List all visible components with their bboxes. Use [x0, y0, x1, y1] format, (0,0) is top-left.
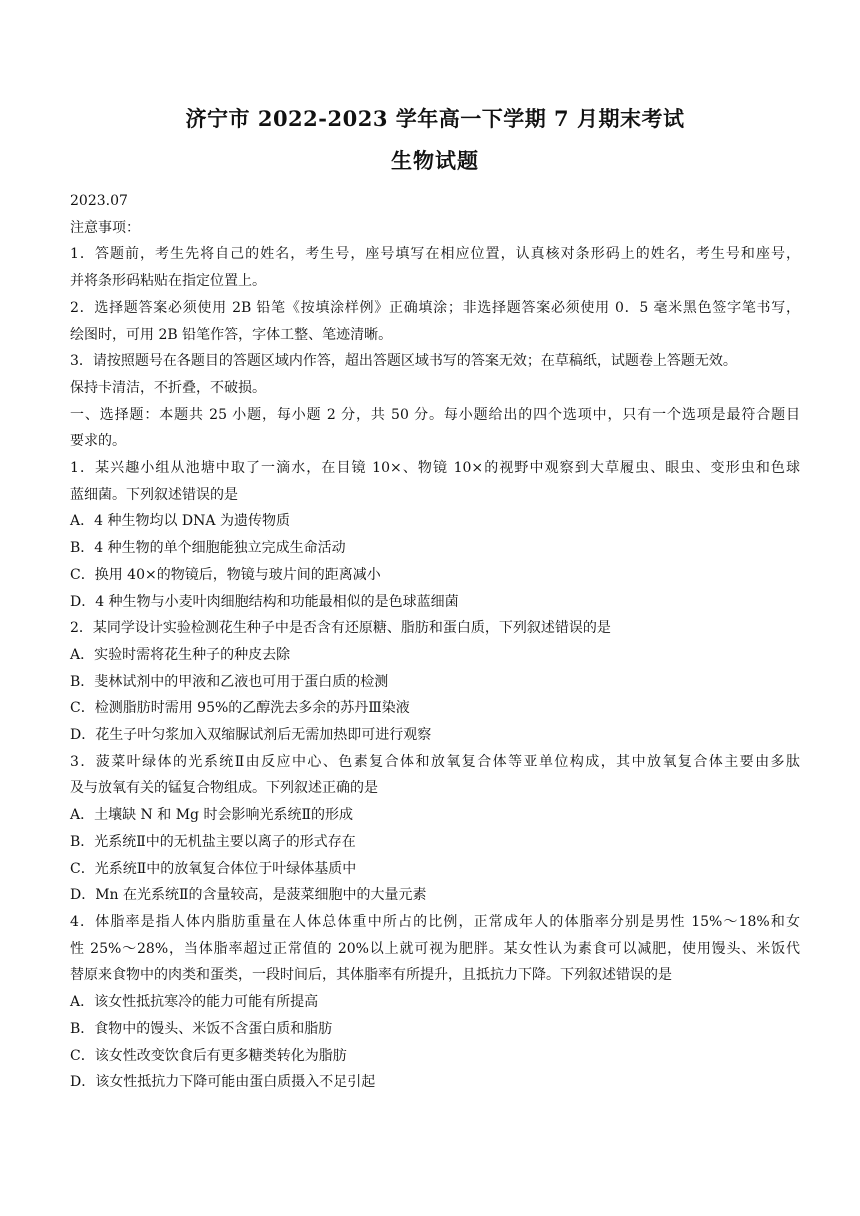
question-3-option-d: D．Mn 在光系统Ⅱ的含量较高，是菠菜细胞中的大量元素 [70, 887, 427, 904]
question-2-option-d: D．花生子叶匀浆加入双缩脲试剂后无需加热即可进行观察 [70, 727, 432, 744]
question-4-option-b: B．食物中的馒头、米饭不含蛋白质和脂肪 [70, 1020, 333, 1037]
question-3-stem-line-2: 及与放氧有关的锰复合物组成。下列叙述正确的是 [70, 780, 378, 797]
page-title: 济宁市 2022-2023 学年高一下学期 7 月期末考试 [185, 106, 685, 131]
question-1-option-c: C．换用 40×的物镜后，物镜与玻片间的距离减小 [70, 566, 381, 583]
question-1-stem-line-2: 蓝细菌。下列叙述错误的是 [70, 486, 238, 503]
question-4-stem-line-2: 性 25%～28%，当体脂率超过正常值的 20%以上就可视为肥胖。某女性认为素食可以减肥，使用馒头、米饭代 [70, 940, 800, 957]
exam-date: 2023.07 [70, 193, 128, 209]
question-4-option-d: D．该女性抵抗力下降可能由蛋白质摄入不足引起 [70, 1074, 376, 1091]
question-2-option-c: C．检测脂肪时需用 95%的乙醇洗去多余的苏丹Ⅲ染液 [70, 700, 410, 717]
notice-item-1-line-1: 1．答题前，考生先将自己的姓名，考生号，座号填写在相应位置，认真核对条形码上的姓名，考生号和座号， [70, 246, 800, 263]
notice-item-2-line-2: 绘图时，可用 2B 铅笔作答，字体工整、笔迹清晰。 [70, 326, 393, 343]
notice-item-3-line-2: 保持卡清洁，不折叠，不破损。 [70, 379, 266, 396]
question-2-option-a: A．实验时需将花生种子的种皮去除 [70, 646, 291, 663]
question-1-stem-line-1: 1．某兴趣小组从池塘中取了一滴水，在目镜 10×、物镜 10×的视野中观察到大草履虫、眼虫、变形虫和色球 [70, 460, 800, 477]
question-4-option-c: C．该女性改变饮食后有更多糖类转化为脂肪 [70, 1047, 347, 1064]
question-4-stem-line-1: 4．体脂率是指人体内脂肪重量在人体总体重中所占的比例，正常成年人的体脂率分别是男性 15%～18%和女 [70, 913, 800, 930]
question-1-option-d: D．4 种生物与小麦叶肉细胞结构和功能最相似的是色球蓝细菌 [70, 593, 459, 610]
question-2-stem-line-1: 2．某同学设计实验检测花生种子中是否含有还原糖、脂肪和蛋白质，下列叙述错误的是 [70, 620, 611, 637]
question-3-option-b: B．光系统Ⅱ中的无机盐主要以离子的形式存在 [70, 833, 356, 850]
question-3-option-a: A．土壤缺 N 和 Mg 时会影响光系统Ⅱ的形成 [70, 807, 353, 824]
section-heading-line-2: 要求的。 [70, 433, 126, 450]
question-1-option-a: A．4 种生物均以 DNA 为遗传物质 [70, 513, 290, 530]
section-heading-line-1: 一、选择题：本题共 25 小题，每小题 2 分，共 50 分。每小题给出的四个选项中，只有一个选项是最符合题目 [70, 406, 800, 423]
notice-item-2-line-1: 2．选择题答案必须使用 2B 铅笔《按填涂样例》正确填涂；非选择题答案必须使用 0．5 毫米黑色签字笔书写， [70, 299, 800, 316]
page-subtitle: 生物试题 [391, 148, 479, 173]
notice-heading: 注意事项： [70, 219, 140, 236]
question-3-stem-line-1: 3．菠菜叶绿体的光系统Ⅱ由反应中心、色素复合体和放氧复合体等亚单位构成，其中放氧复合体主要由多肽 [70, 753, 800, 770]
question-1-option-b: B．4 种生物的单个细胞能独立完成生命活动 [70, 540, 346, 557]
question-2-option-b: B．斐林试剂中的甲液和乙液也可用于蛋白质的检测 [70, 673, 389, 690]
notice-item-3-line-1: 3．请按照题号在各题目的答题区域内作答，超出答题区域书写的答案无效；在草稿纸，试题卷上答题无效。 [70, 353, 737, 370]
question-3-option-c: C．光系统Ⅱ中的放氧复合体位于叶绿体基质中 [70, 860, 357, 877]
notice-item-1-line-2: 并将条形码粘贴在指定位置上。 [70, 273, 266, 290]
question-4-stem-line-3: 替原来食物中的肉类和蛋类，一段时间后，其体脂率有所提升，且抵抗力下降。下列叙述错误的是 [70, 967, 672, 984]
question-4-option-a: A．该女性抵抗寒冷的能力可能有所提高 [70, 994, 319, 1011]
